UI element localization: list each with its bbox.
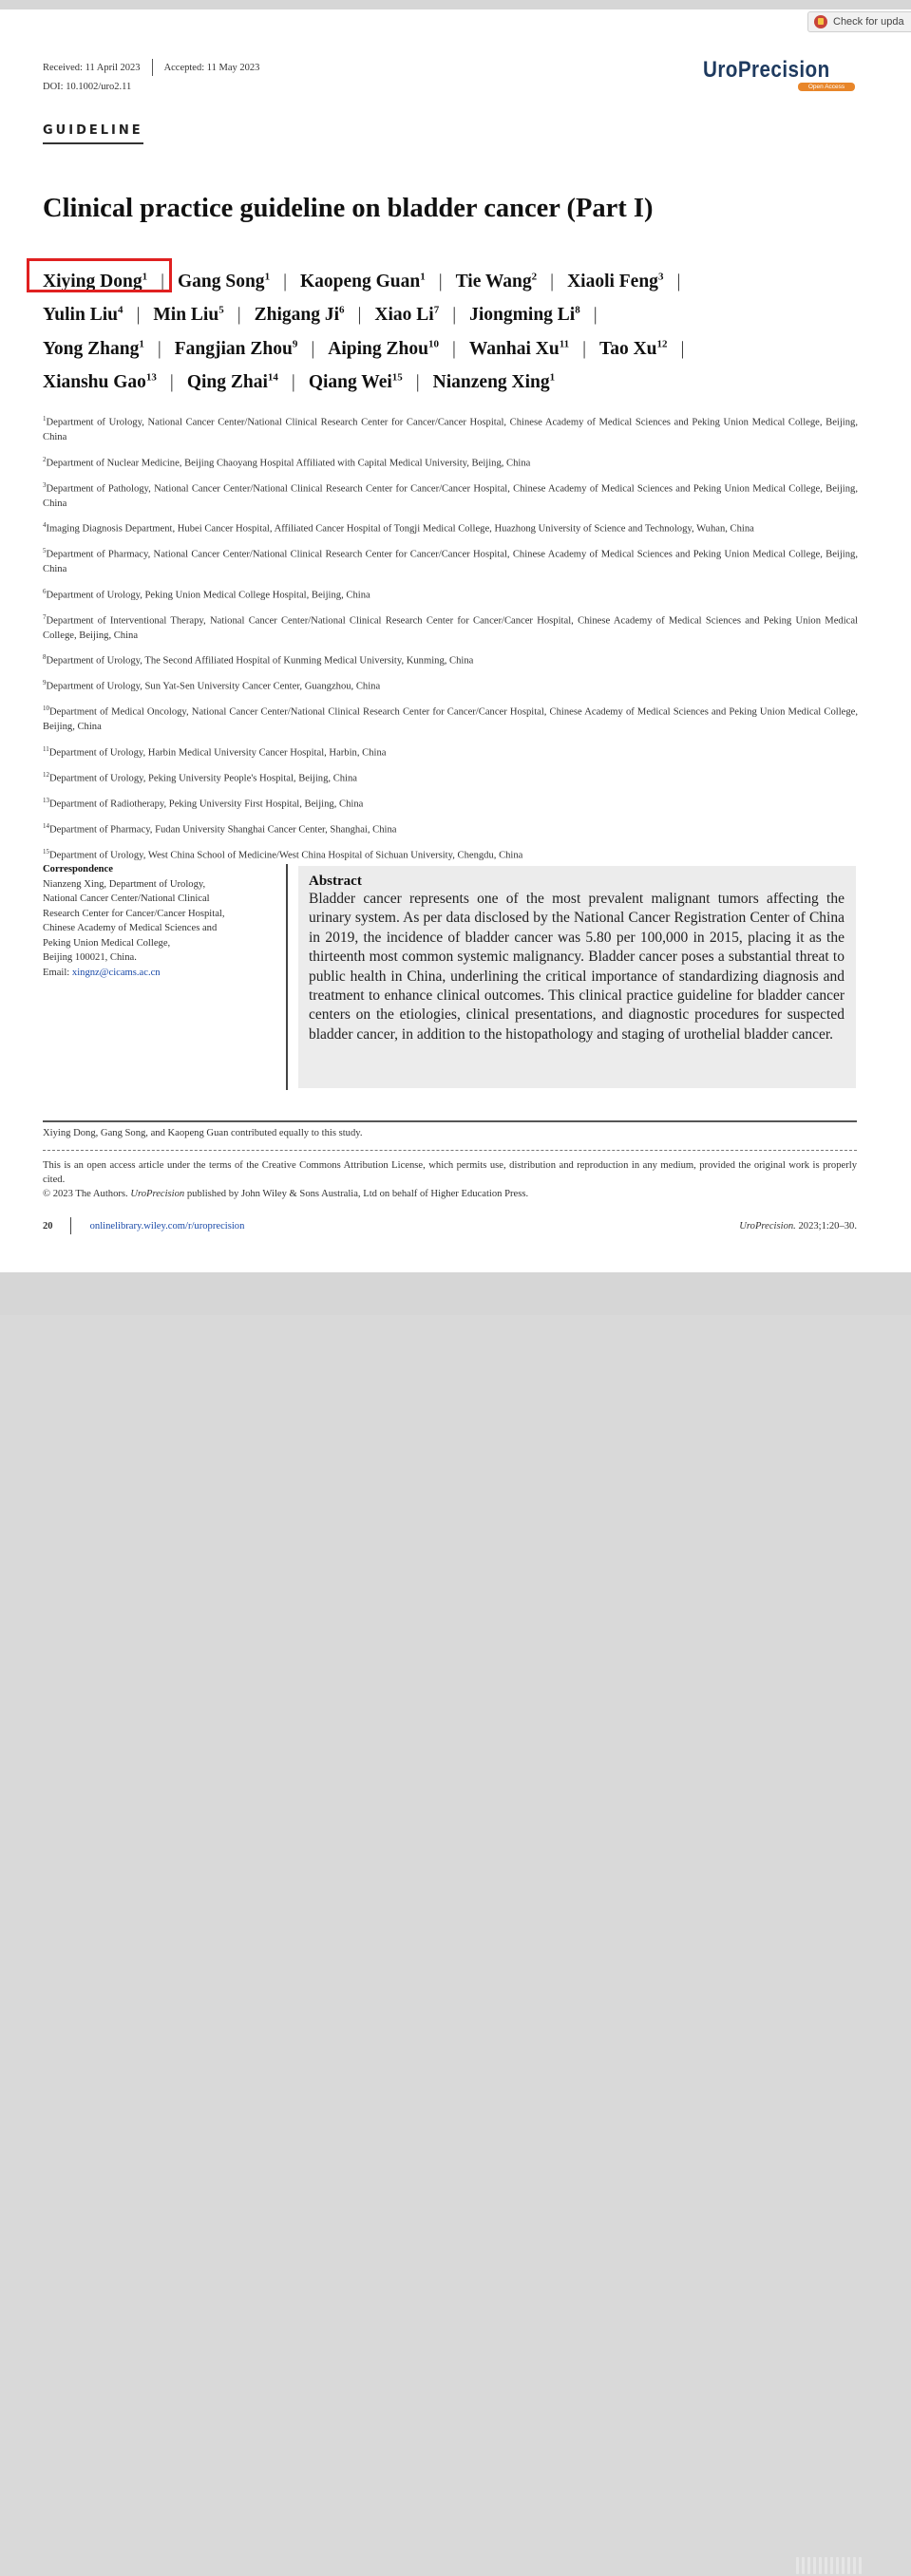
affiliation-number: 10 [43, 705, 49, 713]
affiliation-number: 12 [43, 770, 49, 779]
affiliation-item [43, 479, 858, 512]
affiliation-number: 8 [43, 653, 47, 662]
author-affiliation-sup: 1 [264, 271, 271, 282]
author-name-text: Gang Song [177, 271, 265, 291]
author-name-text: Wanhai Xu [468, 338, 560, 359]
affiliation-item [43, 794, 858, 812]
author-separator: | [291, 372, 295, 392]
affiliation-text: Department of Interventional Therapy, National Cancer Center/National Clinical Research Center for Cancer/Cancer Hospital, Chinese Academy of Medical Sciences and Peking Union Medical College, Beijing, China [43, 615, 858, 641]
highlight-box [27, 258, 172, 292]
affiliation-number: 15 [43, 847, 49, 856]
article-dates [43, 59, 259, 76]
author-name-text: Nianzeng Xing [432, 372, 550, 392]
author-affiliation-sup: 4 [117, 304, 123, 316]
affiliation-number: 3 [43, 480, 47, 489]
article-title: Clinical practice guideline on bladder cancer (Part I) [43, 194, 654, 223]
author-separator: | [676, 271, 681, 291]
author-affiliation-sup: 1 [139, 338, 144, 349]
author-name-text: Jiongming Li [469, 305, 576, 325]
affiliation-item [43, 544, 858, 577]
correspondence-line: Peking Union Medical College, [43, 937, 171, 949]
correspondence-line: Beijing 100021, China. [43, 952, 137, 963]
author-name[interactable] [178, 272, 270, 291]
correspondence-email-row [43, 966, 275, 981]
author-separator: | [157, 338, 161, 359]
copyright-journal: UroPrecision [130, 1189, 185, 1199]
author-name[interactable] [43, 372, 157, 392]
author-name-text: Xiao Li [374, 305, 434, 325]
author-separator: | [136, 305, 141, 325]
journal-logo [703, 57, 860, 95]
author-affiliation-sup: 10 [427, 338, 439, 349]
author-separator: | [438, 271, 443, 291]
affiliation-text: Department of Urology, The Second Affiliated Hospital of Kunming Medical University, Kunming, China [46, 655, 474, 667]
author-name[interactable] [328, 339, 439, 359]
author-affiliation-sup: 5 [218, 304, 224, 316]
affiliation-number: 9 [43, 679, 47, 687]
affiliation-item [43, 611, 858, 644]
author-name[interactable] [469, 305, 580, 325]
citation-details: 2023;1:20–30. [798, 1220, 857, 1232]
email-label: Email: [43, 967, 70, 978]
author-affiliation-sup: 7 [433, 304, 440, 316]
author-affiliation-sup: 11 [559, 338, 570, 349]
affiliation-item [43, 743, 858, 761]
affiliation-number: 2 [43, 455, 47, 463]
copyright-suffix: published by John Wiley & Sons Australia, Ltd on behalf of Higher Education Press. [186, 1189, 529, 1199]
correspondence [43, 862, 275, 980]
author-name[interactable] [300, 272, 426, 291]
affiliation-text: Department of Urology, West China School of Medicine/West China Hospital of Sichuan University, Chengdu, China [49, 850, 523, 861]
page-number: 20 [43, 1220, 53, 1232]
affiliation-text: Department of Pathology, National Cancer Center/National Clinical Research Center for Cancer/Cancer Hospital, Chinese Academy of Medical Sciences and Peking Union Medical College, Beijing, China [43, 483, 858, 509]
author-name[interactable] [309, 372, 403, 392]
affiliation-text: Department of Radiotherapy, Peking University First Hospital, Beijing, China [49, 799, 364, 810]
author-name-text: Aiping Zhou [328, 338, 428, 359]
author-affiliation-sup: 15 [391, 371, 403, 384]
author-separator: | [415, 372, 420, 392]
author-name-text: Yong Zhang [43, 338, 140, 359]
affiliation-text: Department of Medical Oncology, National Cancer Center/National Clinical Research Center for Cancer/Cancer Hospital, Chinese Academy of Medical Sciences and Peking Union Medical College, Beijing, China [43, 706, 858, 733]
copyright-line [43, 1187, 857, 1201]
author-name[interactable] [469, 339, 569, 359]
column-divider [286, 864, 288, 1090]
author-separator: | [357, 305, 362, 325]
viewer-bottom-strip [0, 1272, 911, 1315]
affiliation-text: Department of Urology, Peking University People's Hospital, Beijing, China [49, 773, 357, 784]
affiliation-text: Department of Urology, Sun Yat-Sen University Cancer Center, Guangzhou, China [46, 681, 381, 692]
date-divider [152, 59, 153, 76]
affiliation-item [43, 819, 858, 837]
author-name[interactable] [43, 339, 144, 359]
affiliation-number: 1 [43, 415, 47, 423]
email-link[interactable]: xingnz@cicams.ac.cn [71, 967, 161, 978]
author-name[interactable] [153, 305, 223, 325]
received-date: Received: 11 April 2023 [43, 62, 141, 73]
affiliation-text: Department of Urology, Harbin Medical University Cancer Hospital, Harbin, China [48, 747, 387, 759]
author-separator: | [451, 338, 456, 359]
footer-divider [70, 1217, 71, 1234]
author-affiliation-sup: 1 [142, 271, 148, 282]
footnote-rule [43, 1120, 857, 1122]
citation-journal: UroPrecision. [739, 1220, 796, 1232]
author-separator: | [311, 338, 315, 359]
author-affiliation-sup: 6 [339, 304, 345, 316]
affiliation-text: Department of Urology, Peking Union Medical College Hospital, Beijing, China [46, 590, 370, 601]
journal-url-link[interactable]: onlinelibrary.wiley.com/r/uroprecision [89, 1220, 245, 1232]
author-affiliation-sup: 13 [145, 371, 157, 384]
doi: DOI: 10.1002/uro2.11 [43, 82, 132, 92]
author-separator: | [169, 372, 174, 392]
author-separator: | [452, 305, 457, 325]
correspondence-line: Research Center for Cancer/Cancer Hospital, [43, 908, 225, 919]
author-separator: | [680, 338, 685, 359]
author-name-text: Qiang Wei [308, 372, 392, 392]
author-name[interactable] [187, 372, 278, 392]
author-name[interactable] [43, 305, 123, 325]
affiliation-number: 6 [43, 587, 47, 595]
affiliation-number: 13 [43, 796, 49, 804]
check-for-updates-button[interactable] [807, 11, 911, 32]
affiliation-number: 7 [43, 612, 47, 621]
affiliation-item [43, 768, 858, 786]
author-name-text: Tie Wang [455, 271, 532, 291]
abstract-text: Bladder cancer represents one of the most prevalent malignant tumors affecting the urinary system. As per data disclosed by the National Cancer Registration Center of China in 2019, the incidence of bladder cancer was 5.80 per 100,000 in 2015, placing it as the thirteenth most common systemic malignancy. Bladder cancer poses a substantial threat to public health in China, underlining the critical importance of standardizing diagnosis and treatment to enhance clinical outcomes. This clinical practice guideline for bladder cancer centers on the etiologies, clinical presentations, and diagnostic procedures for suspected bladder cancer, in addition to the histopathology and staging of urothelial bladder cancer. [309, 891, 845, 1043]
author-separator: | [582, 338, 586, 359]
affiliation-text: Department of Nuclear Medicine, Beijing Chaoyang Hospital Affiliated with Capital Medical University, Beijing, China [46, 458, 531, 469]
article-type: GUIDELINE [43, 123, 143, 144]
journal-logo-text: UroPrecision [703, 57, 830, 83]
abstract-title: Abstract [309, 874, 362, 889]
author-affiliation-sup: 1 [549, 371, 556, 384]
affiliation-item [43, 650, 858, 668]
author-name[interactable] [175, 339, 298, 359]
accepted-date: Accepted: 11 May 2023 [163, 62, 260, 73]
author-affiliation-sup: 8 [575, 304, 580, 316]
affiliation-number: 5 [43, 547, 47, 555]
author-separator: | [550, 271, 555, 291]
correspondence-line: Nianzeng Xing, Department of Urology, [43, 878, 206, 890]
author-separator: | [283, 271, 287, 291]
affiliation-item [43, 845, 858, 863]
affiliation-item [43, 453, 858, 471]
affiliation-number: 14 [43, 821, 49, 830]
license-note [43, 1158, 857, 1201]
author-affiliation-sup: 1 [420, 271, 426, 282]
author-name-text: Yulin Liu [43, 305, 118, 325]
author-name[interactable] [599, 339, 668, 359]
author-name-text: Xiaoli Feng [567, 271, 658, 291]
footnote-dashed-rule [43, 1150, 857, 1151]
affiliation-item [43, 412, 858, 445]
paper-page [0, 9, 911, 1272]
open-access-tag: Open Access [798, 83, 855, 91]
author-separator: | [161, 271, 164, 291]
affiliation-text: Department of Pharmacy, Fudan University Shanghai Cancer Center, Shanghai, China [49, 824, 397, 836]
author-name-text: Fangjian Zhou [174, 338, 293, 359]
affiliation-number: 4 [43, 521, 47, 530]
affiliation-number: 11 [43, 744, 49, 753]
author-name[interactable] [567, 272, 663, 291]
author-name-text: Xianshu Gao [43, 372, 146, 392]
affiliation-text: Department of Pharmacy, National Cancer Center/National Clinical Research Center for Cancer/Cancer Hospital, Chinese Academy of Medical Sciences and Peking Union Medical College, Beijing, China [43, 549, 858, 575]
author-name-text: Qing Zhai [186, 372, 268, 392]
affiliation-item [43, 518, 858, 536]
affiliation-item [43, 702, 858, 735]
license-text: This is an open access article under the terms of the Creative Commons Attribution License, which permits use, distribution and reproduction in any medium, provided the original work is properly cited. [43, 1160, 857, 1185]
author-affiliation-sup: 9 [292, 338, 298, 349]
citation [739, 1221, 857, 1232]
author-name-text: Xiying Dong [43, 271, 142, 291]
author-affiliation-sup: 12 [656, 338, 668, 349]
abstract-box [298, 866, 856, 1088]
author-name-text: Tao Xu [599, 338, 657, 359]
copyright-prefix: © 2023 The Authors. [43, 1189, 128, 1199]
author-name-text: Zhigang Ji [254, 305, 340, 325]
check-for-updates-label: Check for upda [833, 16, 904, 28]
author-affiliation-sup: 2 [531, 271, 538, 282]
viewer-top-strip [0, 0, 911, 9]
author-name-text: Kaopeng Guan [299, 271, 421, 291]
page-footer [43, 1217, 857, 1234]
contribution-note: Xiying Dong, Gang Song, and Kaopeng Guan contributed equally to this study. [43, 1128, 363, 1138]
author-name[interactable] [456, 272, 538, 291]
affiliation-text: Imaging Diagnosis Department, Hubei Cancer Hospital, Affiliated Cancer Hospital of Tongji Medical College, Huazhong University of Science and Technology, Wuhan, China [46, 523, 754, 535]
affiliation-list [43, 412, 858, 871]
correspondence-title: Correspondence [43, 864, 113, 874]
affiliation-item [43, 676, 858, 694]
correspondence-line: Chinese Academy of Medical Sciences and [43, 923, 218, 933]
affiliation-item [43, 585, 858, 603]
author-name[interactable] [433, 372, 555, 392]
author-affiliation-sup: 14 [267, 371, 278, 384]
author-name[interactable] [374, 305, 439, 325]
author-name-text: Min Liu [153, 305, 219, 325]
author-separator: | [237, 305, 241, 325]
crossmark-icon [814, 15, 827, 28]
author-name[interactable] [255, 305, 345, 325]
author-separator: | [593, 305, 598, 325]
correspondence-line: National Cancer Center/National Clinical [43, 893, 210, 904]
page-scroll-icon[interactable] [796, 2555, 901, 2576]
affiliation-text: Department of Urology, National Cancer Center/National Clinical Research Center for Cancer/Cancer Hospital, Chinese Academy of Medical Sciences and Peking Union Medical College, Beijing, China [43, 417, 858, 443]
author-affiliation-sup: 3 [657, 271, 664, 282]
